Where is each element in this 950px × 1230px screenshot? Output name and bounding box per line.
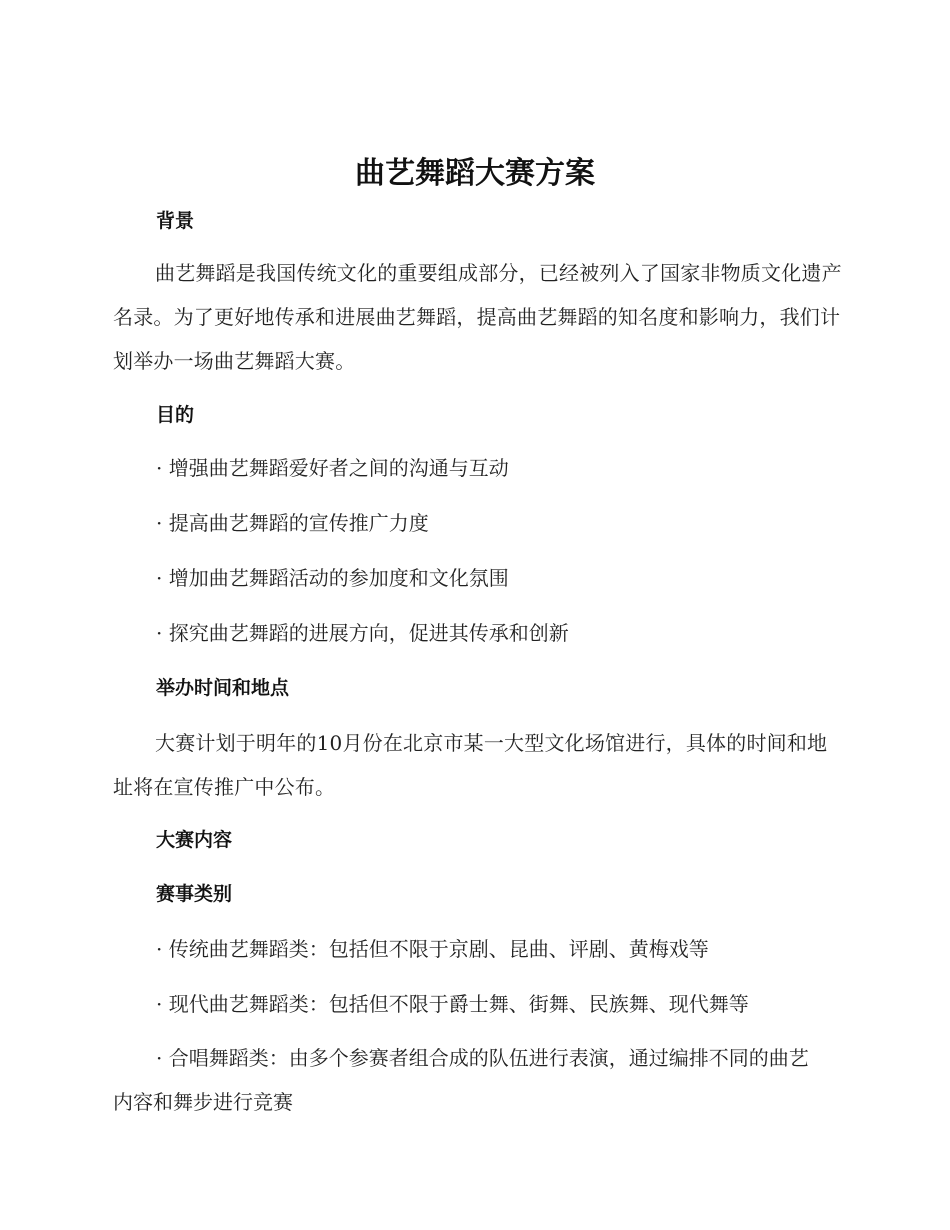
category-item: · 现代曲艺舞蹈类：包括但不限于爵士舞、街舞、民族舞、现代舞等 — [156, 992, 749, 1016]
document-title: 曲艺舞蹈大赛方案 — [355, 156, 595, 191]
section-heading-content: 大赛内容 — [156, 829, 233, 851]
section-heading-time-place: 举办时间和地点 — [156, 677, 290, 699]
purpose-item: · 增加曲艺舞蹈活动的参加度和文化氛围 — [156, 566, 509, 590]
category-item: · 传统曲艺舞蹈类：包括但不限于京剧、昆曲、评剧、黄梅戏等 — [156, 937, 709, 961]
background-paragraph: 曲艺舞蹈是我国传统文化的重要组成部分，已经被列入了国家非物质文化遗产名录。为了更好地传承和进展曲艺舞蹈，提高曲艺舞蹈的知名度和影响力，我们计划举办一场曲艺舞蹈大赛。 — [113, 261, 842, 373]
purpose-item: · 提高曲艺舞蹈的宣传推广力度 — [156, 511, 429, 535]
time-place-paragraph: 大赛计划于明年的10月份在北京市某一大型文化场馆进行，具体的时间和地址将在宣传推广中公布。 — [113, 731, 828, 799]
purpose-item: · 增强曲艺舞蹈爱好者之间的沟通与互动 — [156, 456, 509, 480]
section-heading-categories: 赛事类别 — [156, 883, 233, 905]
section-heading-purpose: 目的 — [156, 404, 195, 426]
section-heading-background: 背景 — [156, 210, 195, 232]
purpose-item: · 探究曲艺舞蹈的进展方向，促进其传承和创新 — [156, 621, 569, 645]
category-item: · 合唱舞蹈类：由多个参赛者组合成的队伍进行表演，通过编排不同的曲艺内容和舞步进行竞赛 — [113, 1046, 809, 1114]
